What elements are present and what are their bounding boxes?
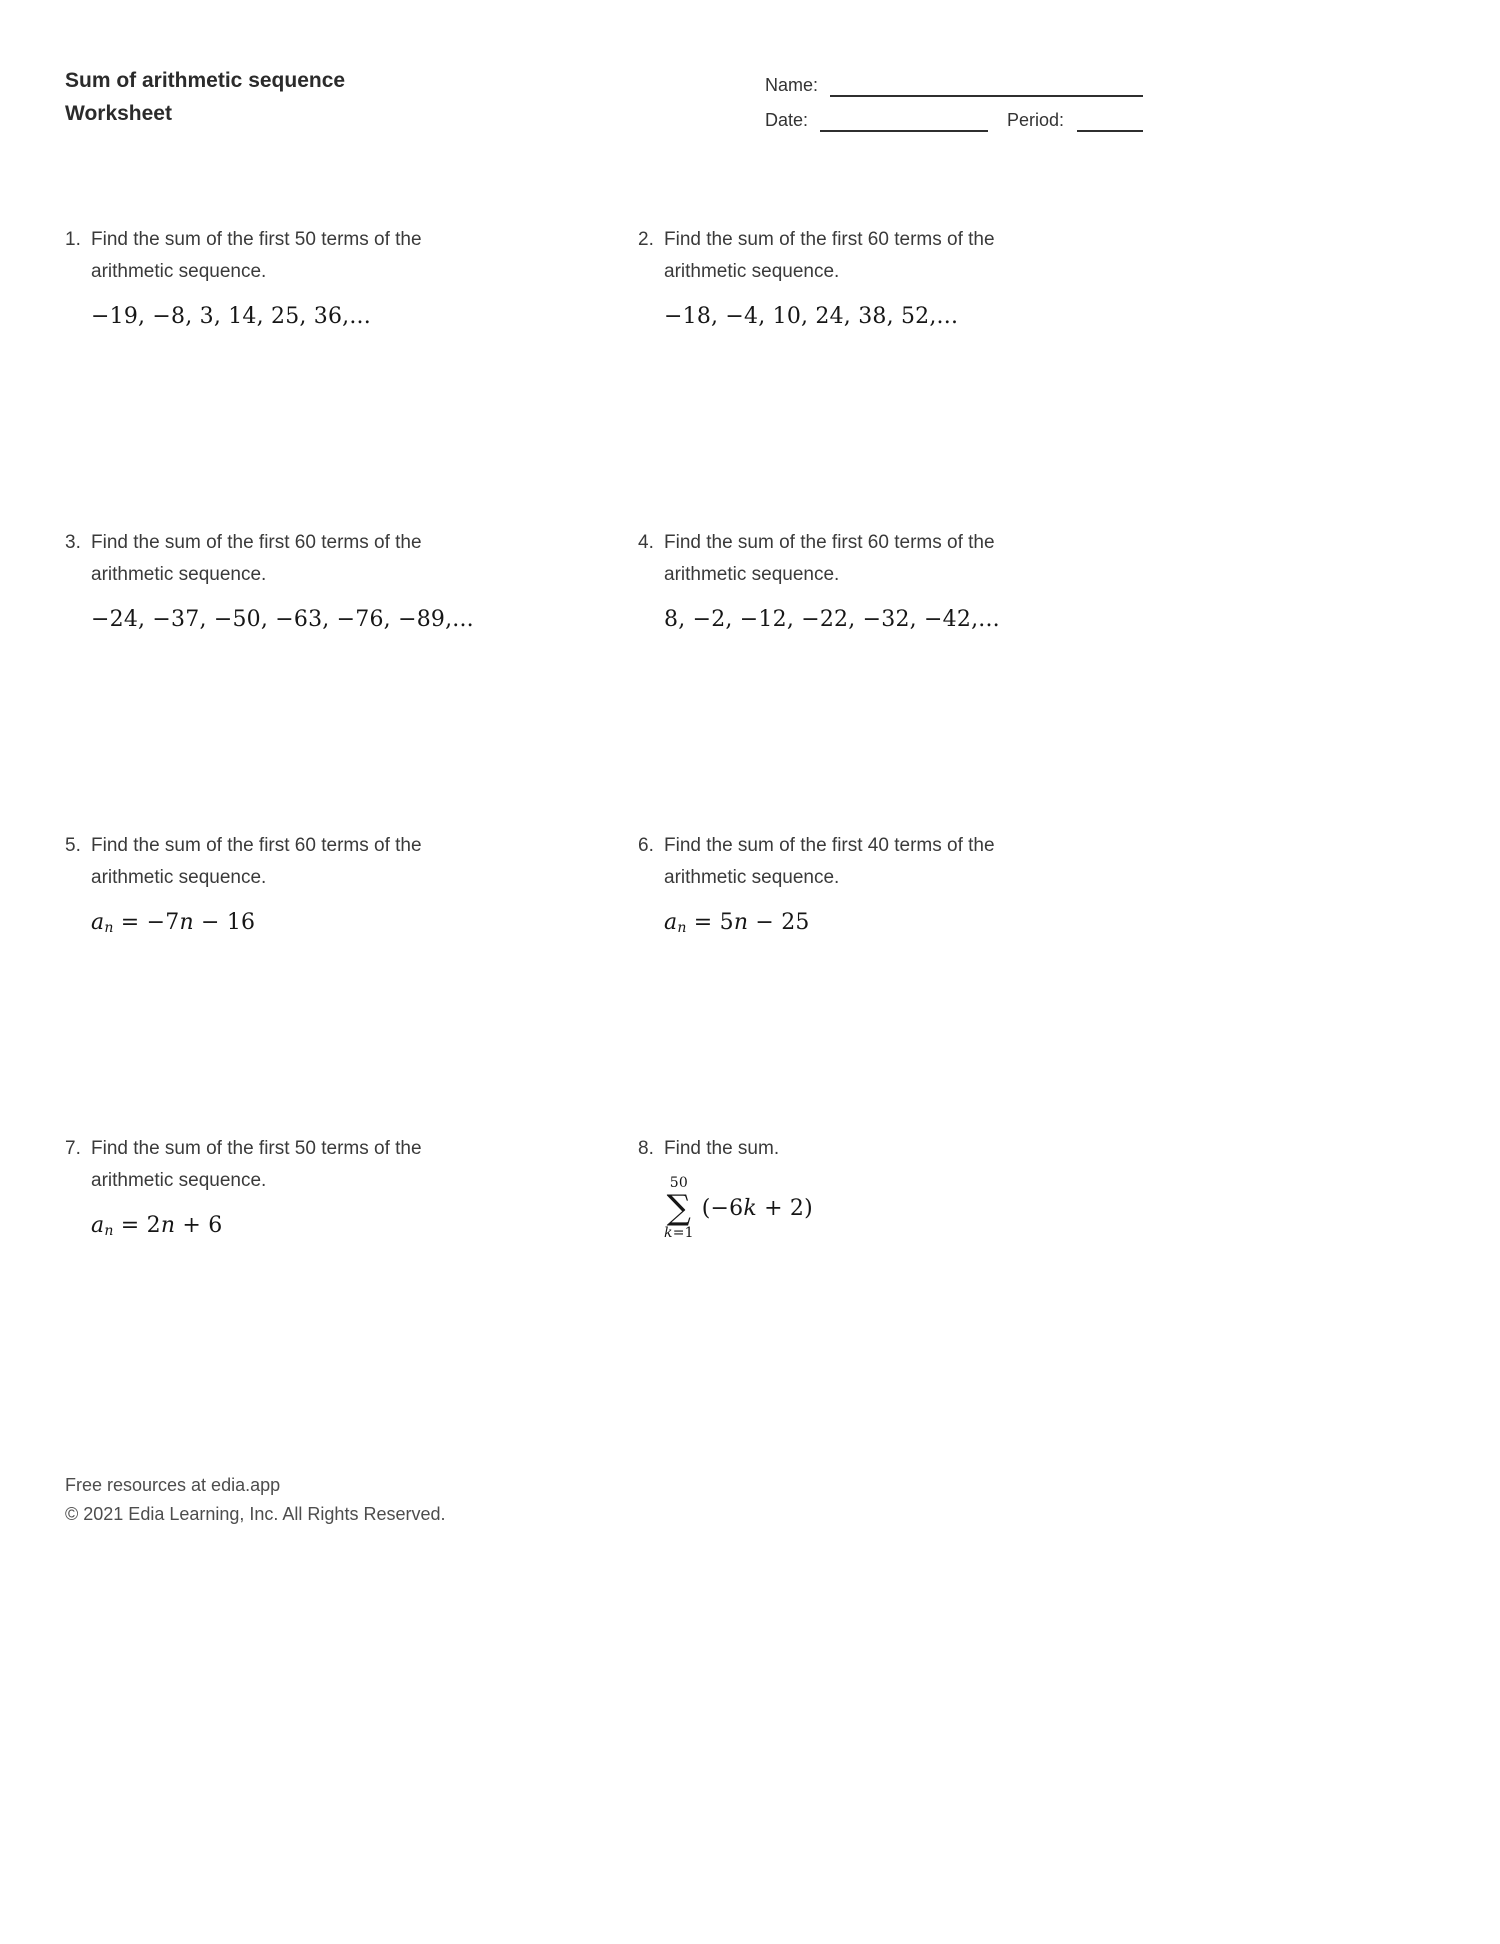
date-label: Date: <box>765 110 809 130</box>
problem <box>65 527 638 830</box>
problem-prompt-line: Find the sum of the first 50 terms of the <box>91 1138 422 1159</box>
header-fields <box>765 74 1143 132</box>
name-row <box>765 74 1143 97</box>
problem <box>65 1133 638 1436</box>
sum-lower-limit: k=1 <box>664 1225 694 1242</box>
problem <box>65 830 638 1133</box>
problem-body <box>91 527 638 632</box>
sum-expression: (−6k + 2) <box>701 1195 813 1221</box>
problem-prompt-line: arithmetic sequence. <box>664 564 840 585</box>
problem-prompt-line: Find the sum of the first 60 terms of the <box>664 532 995 553</box>
problem-number: 1. <box>65 229 81 250</box>
problem-number: 6. <box>638 835 654 856</box>
problem-prompt-line: Find the sum of the first 60 terms of the <box>664 229 995 250</box>
problem-number: 7. <box>65 1138 81 1159</box>
summation-symbol <box>664 1175 694 1241</box>
problem-prompt-line: arithmetic sequence. <box>91 564 267 585</box>
problem-body <box>664 1133 1211 1241</box>
problem-math-expression: 8, −2, −12, −22, −32, −42,... <box>664 607 1000 632</box>
problem-number: 4. <box>638 532 654 553</box>
period-blank-line <box>1077 126 1143 132</box>
footer-copyright-line: © 2021 Edia Learning, Inc. All Rights Reserved. <box>65 1504 446 1524</box>
period-label: Period: <box>1006 110 1064 130</box>
name-blank-line <box>830 91 1143 97</box>
sum-upper-limit: 50 <box>669 1175 688 1191</box>
problem-body <box>664 830 1211 936</box>
problems-grid <box>65 224 1211 1436</box>
problem-number: 3. <box>65 532 81 553</box>
title-line-2: Worksheet <box>65 102 172 125</box>
problem-math-expression: $a_n = -7n - 16$ <box>91 910 256 936</box>
date-blank-line <box>820 126 988 132</box>
date-period-row <box>765 109 1143 132</box>
problem-body <box>664 224 1211 329</box>
problem-prompt-line: Find the sum of the first 40 terms of the <box>664 835 995 856</box>
problem-body <box>91 1133 638 1239</box>
footer-resources-line: Free resources at edia.app <box>65 1475 281 1495</box>
problem <box>638 830 1211 1133</box>
problem-math-expression <box>664 1175 1211 1241</box>
sigma-icon: ∑ <box>666 1188 692 1229</box>
problem-body <box>91 224 638 329</box>
problem <box>638 527 1211 830</box>
problem-prompt-line: arithmetic sequence. <box>664 867 840 888</box>
problem-number: 8. <box>638 1138 654 1159</box>
problem-prompt-line: arithmetic sequence. <box>664 261 840 282</box>
problem-prompt-line: arithmetic sequence. <box>91 1170 267 1191</box>
problem-math-expression: $a_n = 5n - 25$ <box>664 910 810 936</box>
problem-math-expression: −19, −8, 3, 14, 25, 36,... <box>91 304 371 329</box>
name-label: Name: <box>765 75 819 95</box>
problem-prompt-line: Find the sum. <box>664 1138 780 1159</box>
problem-math-expression: −24, −37, −50, −63, −76, −89,... <box>91 607 474 632</box>
page-footer <box>65 1471 445 1529</box>
problem-prompt-line: Find the sum of the first 50 terms of the <box>91 229 422 250</box>
title-line-1: Sum of arithmetic sequence <box>65 69 346 92</box>
problem-prompt-line: Find the sum of the first 60 terms of the <box>91 835 422 856</box>
problem <box>638 224 1211 527</box>
problem <box>638 1133 1211 1436</box>
problem-number: 5. <box>65 835 81 856</box>
problem-prompt-line: arithmetic sequence. <box>91 261 267 282</box>
problem-math-expression: −18, −4, 10, 24, 38, 52,... <box>664 304 959 329</box>
problem-body <box>664 527 1211 632</box>
problem-body <box>91 830 638 936</box>
problem-prompt-line: Find the sum of the first 60 terms of the <box>91 532 422 553</box>
worksheet-title <box>65 64 345 130</box>
problem-prompt-line: arithmetic sequence. <box>91 867 267 888</box>
problem-math-expression: $a_n = 2n + 6$ <box>91 1213 223 1239</box>
problem-number: 2. <box>638 229 654 250</box>
problem <box>65 224 638 527</box>
